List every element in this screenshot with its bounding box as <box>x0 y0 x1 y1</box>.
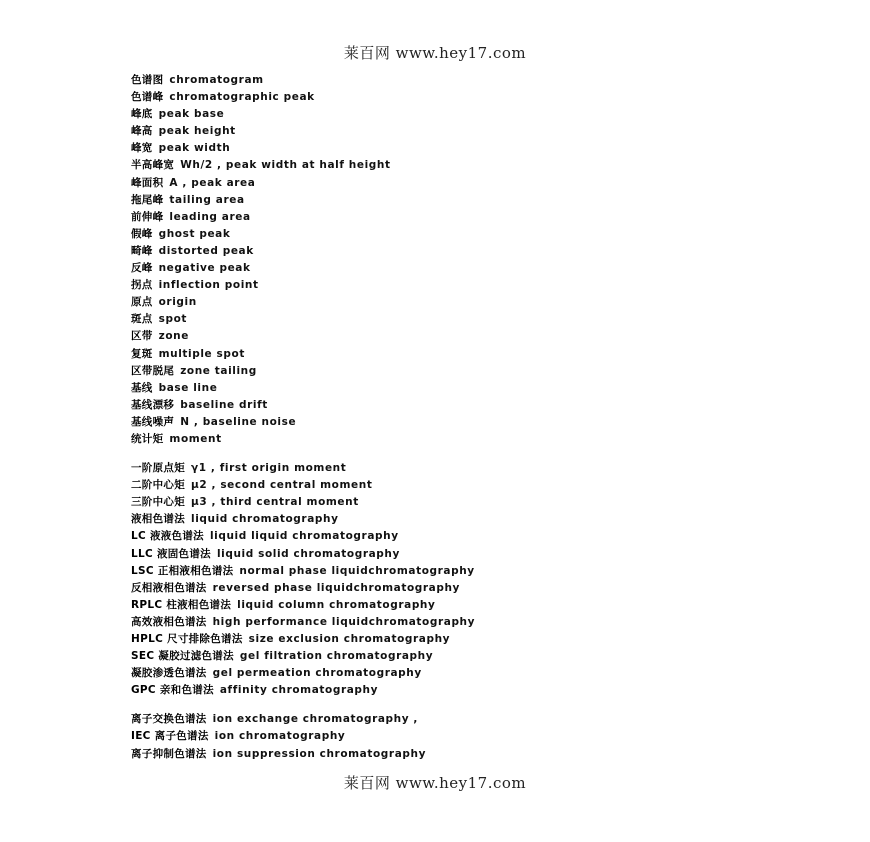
term-chinese: 峰面积 <box>131 176 164 189</box>
glossary-entry <box>131 311 831 328</box>
term-chinese: 基线噪声 <box>131 415 175 428</box>
term-english: spot <box>158 313 188 326</box>
term-chinese: 复斑 <box>131 347 153 360</box>
term-english: ghost peak <box>158 227 231 240</box>
glossary-entry <box>131 175 831 192</box>
term-chinese: 假峰 <box>131 227 153 240</box>
glossary-entry <box>131 746 831 763</box>
term-chinese: 峰底 <box>131 108 153 121</box>
glossary-entry <box>131 511 831 528</box>
term-english: distorted peak <box>158 244 254 257</box>
glossary-entry <box>131 546 831 563</box>
glossary-entry <box>131 580 831 597</box>
term-english: liquid chromatography <box>191 513 339 526</box>
glossary-entry <box>131 494 831 511</box>
term-english: peak width <box>158 142 231 155</box>
term-chinese: HPLC 尺寸排除色谱法 <box>131 633 243 645</box>
term-english: tailing area <box>169 193 245 206</box>
term-english: liquid solid chromatography <box>216 547 400 560</box>
term-english: Wh/2 , peak width at half height <box>180 159 391 172</box>
term-english: μ3 , third central moment <box>191 496 359 509</box>
glossary-entry <box>131 711 831 728</box>
glossary-group <box>131 711 831 762</box>
glossary-entry <box>131 157 831 174</box>
term-english: gel filtration chromatography <box>239 650 434 663</box>
glossary-entry <box>131 363 831 380</box>
term-english: liquid liquid chromatography <box>209 530 399 543</box>
term-chinese: 离子交换色谱法 <box>131 713 207 726</box>
glossary-entry <box>131 528 831 545</box>
glossary-entry <box>131 72 831 89</box>
term-chinese: IEC 离子色谱法 <box>131 730 209 743</box>
term-chinese: 色谱峰 <box>131 91 164 104</box>
term-english: affinity chromatography <box>219 684 379 697</box>
term-chinese: 高效液相色谱法 <box>131 615 207 628</box>
glossary-entry <box>131 597 831 614</box>
term-chinese: 前伸峰 <box>131 210 164 223</box>
term-english: multiple spot <box>158 347 245 360</box>
term-english: negative peak <box>158 262 251 275</box>
term-chinese: LSC 正相液相色谱法 <box>131 564 234 577</box>
term-chinese: 一阶原点矩 <box>131 462 185 475</box>
term-english: chromatographic peak <box>169 91 315 104</box>
glossary-entry <box>131 648 831 665</box>
term-chinese: 色谱图 <box>131 74 164 86</box>
term-english: γ1 , first origin moment <box>191 462 347 475</box>
glossary-entry <box>131 346 831 363</box>
term-english: zone <box>158 330 189 343</box>
term-chinese: 拖尾峰 <box>131 193 164 206</box>
term-chinese: 液相色谱法 <box>131 513 185 526</box>
term-chinese: 凝胶渗透色谱法 <box>131 667 207 680</box>
term-english: ion exchange chromatography , <box>212 713 419 726</box>
term-chinese: 原点 <box>131 296 153 309</box>
glossary-entry <box>131 192 831 209</box>
term-english: N , baseline noise <box>180 415 297 428</box>
term-chinese: 统计矩 <box>131 432 164 445</box>
glossary-entry <box>131 123 831 140</box>
term-english: leading area <box>169 210 251 223</box>
term-english: ion chromatography <box>214 730 346 743</box>
term-english: peak height <box>158 125 236 138</box>
term-chinese: 区带脱尾 <box>131 364 175 377</box>
glossary-entry <box>131 243 831 260</box>
term-chinese: 二阶中心矩 <box>131 479 185 492</box>
glossary-entry <box>131 380 831 397</box>
page-header: 莱百网 www.hey17.com <box>343 44 527 62</box>
term-english: high performance liquidchromatography <box>212 615 476 628</box>
term-chinese: 离子抑制色谱法 <box>131 747 207 760</box>
term-english: origin <box>158 296 197 309</box>
term-chinese: RPLC 柱液相色谱法 <box>131 598 232 611</box>
term-chinese: 畸峰 <box>131 244 153 257</box>
term-chinese: 反峰 <box>131 262 153 275</box>
term-english: ion suppression chromatography <box>212 747 427 760</box>
glossary-entry <box>131 260 831 277</box>
term-english: size exclusion chromatography <box>248 633 451 645</box>
term-english: reversed phase liquidchromatography <box>212 581 460 594</box>
term-chinese: 峰宽 <box>131 142 153 155</box>
term-chinese: LC 液液色谱法 <box>131 530 204 543</box>
glossary-entry <box>131 328 831 345</box>
glossary-entry <box>131 563 831 580</box>
glossary-group <box>131 460 831 699</box>
term-english: A , peak area <box>169 176 256 189</box>
glossary-entry <box>131 414 831 431</box>
term-english: normal phase liquidchromatography <box>239 564 475 577</box>
glossary-entry <box>131 431 831 448</box>
term-english: inflection point <box>158 279 259 292</box>
term-chinese: 三阶中心矩 <box>131 496 185 509</box>
term-chinese: LLC 液固色谱法 <box>131 547 211 560</box>
term-english: chromatogram <box>169 74 264 86</box>
glossary-entry <box>131 631 831 648</box>
term-english: base line <box>158 381 218 394</box>
glossary-entry <box>131 106 831 123</box>
term-english: peak base <box>158 108 225 121</box>
glossary-entry <box>131 728 831 745</box>
term-english: zone tailing <box>180 364 257 377</box>
glossary-entry <box>131 665 831 682</box>
glossary-entry <box>131 397 831 414</box>
term-chinese: 拐点 <box>131 279 153 292</box>
glossary-entry <box>131 682 831 699</box>
term-english: gel permeation chromatography <box>212 667 422 680</box>
term-english: μ2 , second central moment <box>191 479 373 492</box>
term-chinese: 基线漂移 <box>131 398 175 411</box>
glossary-entry <box>131 477 831 494</box>
term-english: baseline drift <box>180 398 268 411</box>
term-chinese: 半高峰宽 <box>131 159 175 172</box>
term-chinese: 区带 <box>131 330 153 343</box>
glossary-entry <box>131 294 831 311</box>
glossary-entry <box>131 226 831 243</box>
term-chinese: 基线 <box>131 381 153 394</box>
term-english: liquid column chromatography <box>237 598 436 611</box>
glossary-entry <box>131 277 831 294</box>
glossary-group <box>131 72 831 448</box>
glossary-entry <box>131 89 831 106</box>
term-english: moment <box>169 432 222 445</box>
glossary-entry <box>131 614 831 631</box>
glossary-entry <box>131 460 831 477</box>
term-chinese: SEC 凝胶过滤色谱法 <box>131 650 234 663</box>
page-footer: 莱百网 www.hey17.com <box>343 774 527 792</box>
glossary-list <box>131 72 831 763</box>
term-chinese: 反相液相色谱法 <box>131 581 207 594</box>
term-chinese: GPC 亲和色谱法 <box>131 684 214 697</box>
term-chinese: 斑点 <box>131 313 153 326</box>
glossary-entry <box>131 209 831 226</box>
term-chinese: 峰高 <box>131 125 153 138</box>
glossary-entry <box>131 140 831 157</box>
